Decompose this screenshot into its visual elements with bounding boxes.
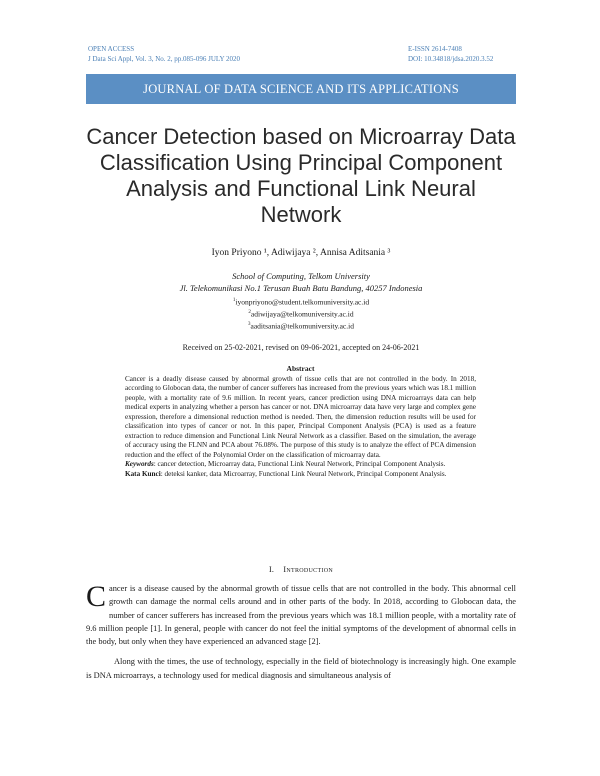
body-text xyxy=(86,582,516,682)
section-title: Introduction xyxy=(283,565,334,574)
keywords xyxy=(125,460,476,470)
section-heading xyxy=(86,565,516,574)
paragraph-text: ancer is a disease caused by the abnormal growth of tissue cells that are not controlled in the body. This abnormal cell growth can damage the normal cells around and in other parts of the body. In 2018, according to Globocan data, the number of cancer sufferers has increased from the previous years which was 18.1 million people, with a mortality rate of 9.6 million people [1]. In general, people with cancer do not feel the initial symptoms of the development of abnormal cells in the body, but only when they have experienced an advanced stage [2]. xyxy=(86,584,516,647)
author-emails xyxy=(86,296,516,332)
kata-kunci-label: Kata Kunci xyxy=(125,470,161,479)
keywords-label: Keywords xyxy=(125,460,154,469)
affiliation-institution: School of Computing, Telkom University xyxy=(232,271,370,281)
email-link[interactable]: aaditsania@telkomuniversity.ac.id xyxy=(250,321,354,331)
abstract-heading: Abstract xyxy=(286,364,315,373)
title-line: Classification Using Principal Component xyxy=(99,150,503,175)
journal-meta-right xyxy=(408,44,493,64)
citation-line: J Data Sci Appl, Vol. 3, No. 2, pp.085-096 JULY 2020 xyxy=(88,55,241,63)
submission-dates: Received on 25-02-2021, revised on 09-06-2021, accepted on 24-06-2021 xyxy=(182,343,420,352)
eissn-label: E-ISSN 2614-7408 xyxy=(408,45,462,53)
kata-kunci-text: : deteksi kanker, data Microarray, Functional Link Neural Network, Principal Component Analysis. xyxy=(160,470,447,479)
author-list: Iyon Priyono ¹, Adiwijaya ², Annisa Aditsania ³ xyxy=(211,248,391,258)
title-line: Cancer Detection based on Microarray Data xyxy=(86,124,516,149)
email-item: $^1$iyonpriyono@student.telkomuniversity.ac.id xyxy=(232,297,370,307)
title-line: Analysis and Functional Link Neural xyxy=(126,176,476,201)
kata-kunci xyxy=(125,470,476,480)
journal-banner: JOURNAL OF DATA SCIENCE AND ITS APPLICATIONS xyxy=(86,74,516,104)
affiliation xyxy=(86,270,516,294)
keywords-text: : cancer detection, Microarray data, Functional Link Neural Network, Principal Component Analysis. xyxy=(153,460,446,469)
email-item: $^2$adiwijaya@telkomuniversity.ac.id xyxy=(248,309,354,319)
drop-cap: C xyxy=(86,580,107,613)
open-access-label: OPEN ACCESS xyxy=(88,45,135,53)
paragraph xyxy=(86,582,516,648)
title-line: Network xyxy=(260,202,342,227)
abstract-block xyxy=(125,364,476,480)
paper-title xyxy=(86,124,516,228)
paragraph: Along with the times, the use of technology, especially in the field of biotechnology is increasingly high. One example is DNA microarrays, a technology used for medical diagnosis and simultaneous analysis of xyxy=(86,657,516,680)
section-number: I. xyxy=(268,565,275,574)
email-link[interactable]: adiwijaya@telkomuniversity.ac.id xyxy=(250,309,354,319)
email-item: $^3$aaditsania@telkomuniversity.ac.id xyxy=(248,321,354,331)
doi-link[interactable]: DOI: 10.34818/jdsa.2020.3.52 xyxy=(408,55,494,63)
email-link[interactable]: iyonpriyono@student.telkomuniversity.ac.id xyxy=(235,297,370,307)
affiliation-address: Jl. Telekomunikasi No.1 Terusan Buah Batu Bandung, 40257 Indonesia xyxy=(179,283,423,293)
journal-meta-left xyxy=(88,44,240,64)
abstract-text: Cancer is a deadly disease caused by abnormal growth of tissue cells that are not controlled in the body. In 2018, according to Globocan data, the number of cancer sufferers has increased from the previous years which was 18.1 million people, with a mortality rate of 9.6 million. In recent years, cancer prediction using DNA microarrays data can help medical experts in analyzing whether a person has cancer or not. DNA microarray data have very large and complex gene expression, therefore a dimensional reduction method is needed. Then, the dimension reduction results will be used for classification into types of cancer or not. In this paper, Principal Component Analysis (PCA) is used as a feature extraction to reduce dimension and Functional Link Neural Network as a classifier. Based on the simulation, the average of accuracy using the FLNN and PCA about 76.08%. The purpose of this study is to analyze the effect of PCA dimension reduction and the effect of the Polynomial Order on the classification of microarray data. xyxy=(125,374,476,459)
